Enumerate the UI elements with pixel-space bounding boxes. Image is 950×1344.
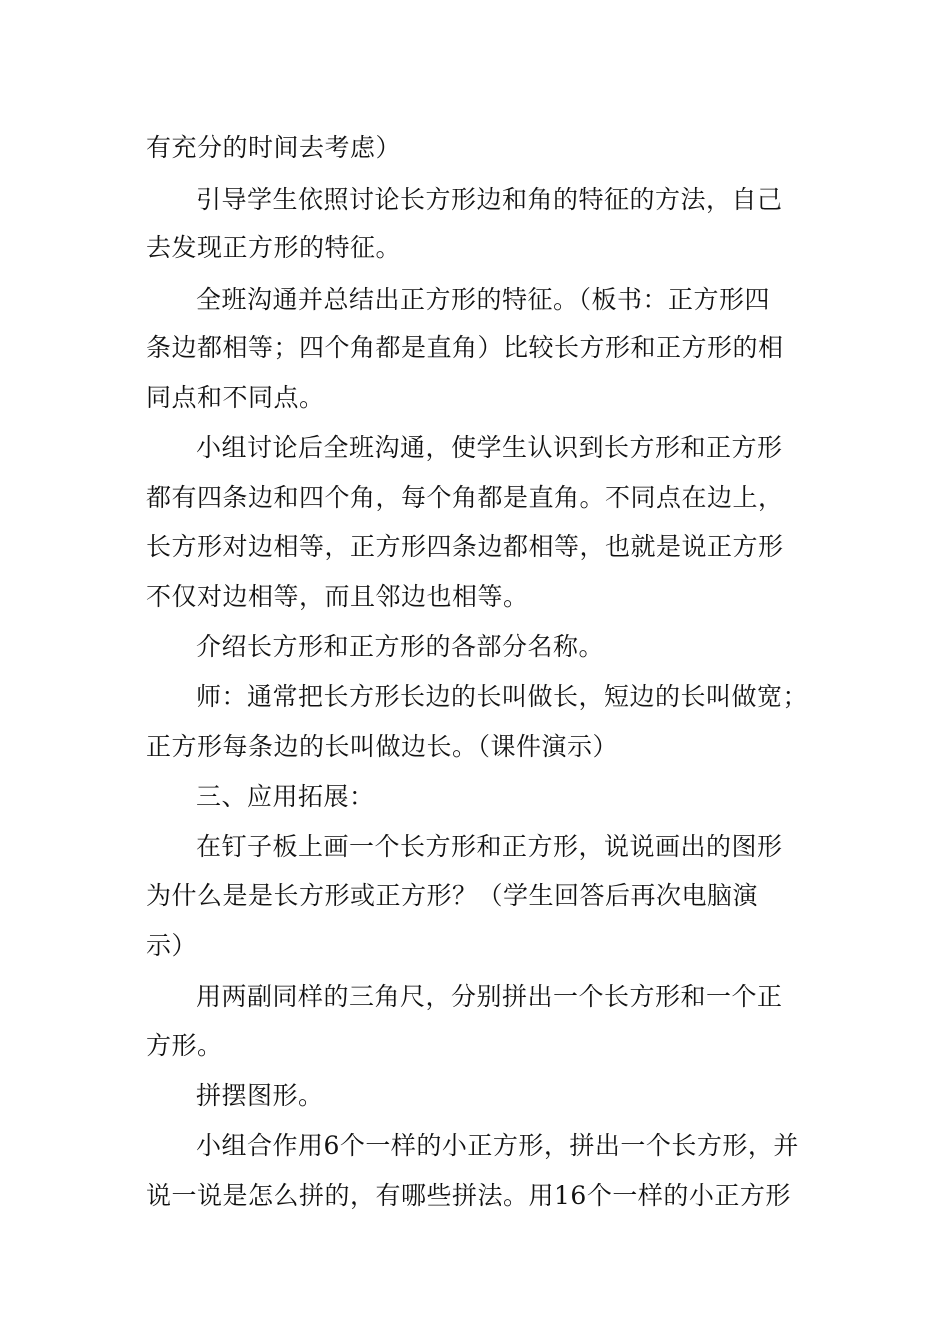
text-line: 为什么是是长方形或正方形？（学生回答后再次电脑演 — [146, 881, 759, 910]
text-line: 示） — [146, 931, 198, 960]
paragraph-line: 拼摆图形。 — [196, 1081, 324, 1110]
paragraph-line: 在钉子板上画一个长方形和正方形，说说画出的图形 — [196, 832, 783, 861]
text-line: 有充分的时间去考虑） — [146, 133, 402, 162]
text-line: 同点和不同点。 — [146, 383, 325, 412]
text-line: 都有四条边和四个角，每个角都是直角。不同点在边上， — [146, 483, 784, 512]
paragraph-line: 师：通常把长方形长边的长叫做长，短边的长叫做宽； — [196, 682, 809, 711]
paragraph-line: 引导学生依照讨论长方形边和角的特征的方法，自己 — [196, 185, 783, 214]
text-line: 说一说是怎么拼的，有哪些拼法。用16个一样的小正方形 — [146, 1181, 791, 1210]
paragraph-line: 介绍长方形和正方形的各部分名称。 — [196, 632, 605, 661]
text-line: 去发现正方形的特征。 — [146, 233, 402, 262]
text-line: 方形。 — [146, 1031, 223, 1060]
paragraph-line: 用两副同样的三角尺，分别拼出一个长方形和一个正 — [196, 982, 783, 1011]
paragraph-line: 小组合作用6个一样的小正方形，拼出一个长方形，并 — [196, 1131, 799, 1160]
paragraph-line: 小组讨论后全班沟通，使学生认识到长方形和正方形 — [196, 433, 783, 462]
text-line: 条边都相等；四个角都是直角）比较长方形和正方形的相 — [146, 333, 784, 362]
paragraph-line: 全班沟通并总结出正方形的特征。（板书：正方形四 — [196, 285, 771, 314]
text-line: 长方形对边相等，正方形四条边都相等，也就是说正方形 — [146, 532, 784, 561]
text-line: 不仅对边相等，而且邻边也相等。 — [146, 582, 529, 611]
text-line: 正方形每条边的长叫做边长。（课件演示） — [146, 732, 619, 761]
section-heading: 三、应用拓展： — [196, 782, 375, 811]
